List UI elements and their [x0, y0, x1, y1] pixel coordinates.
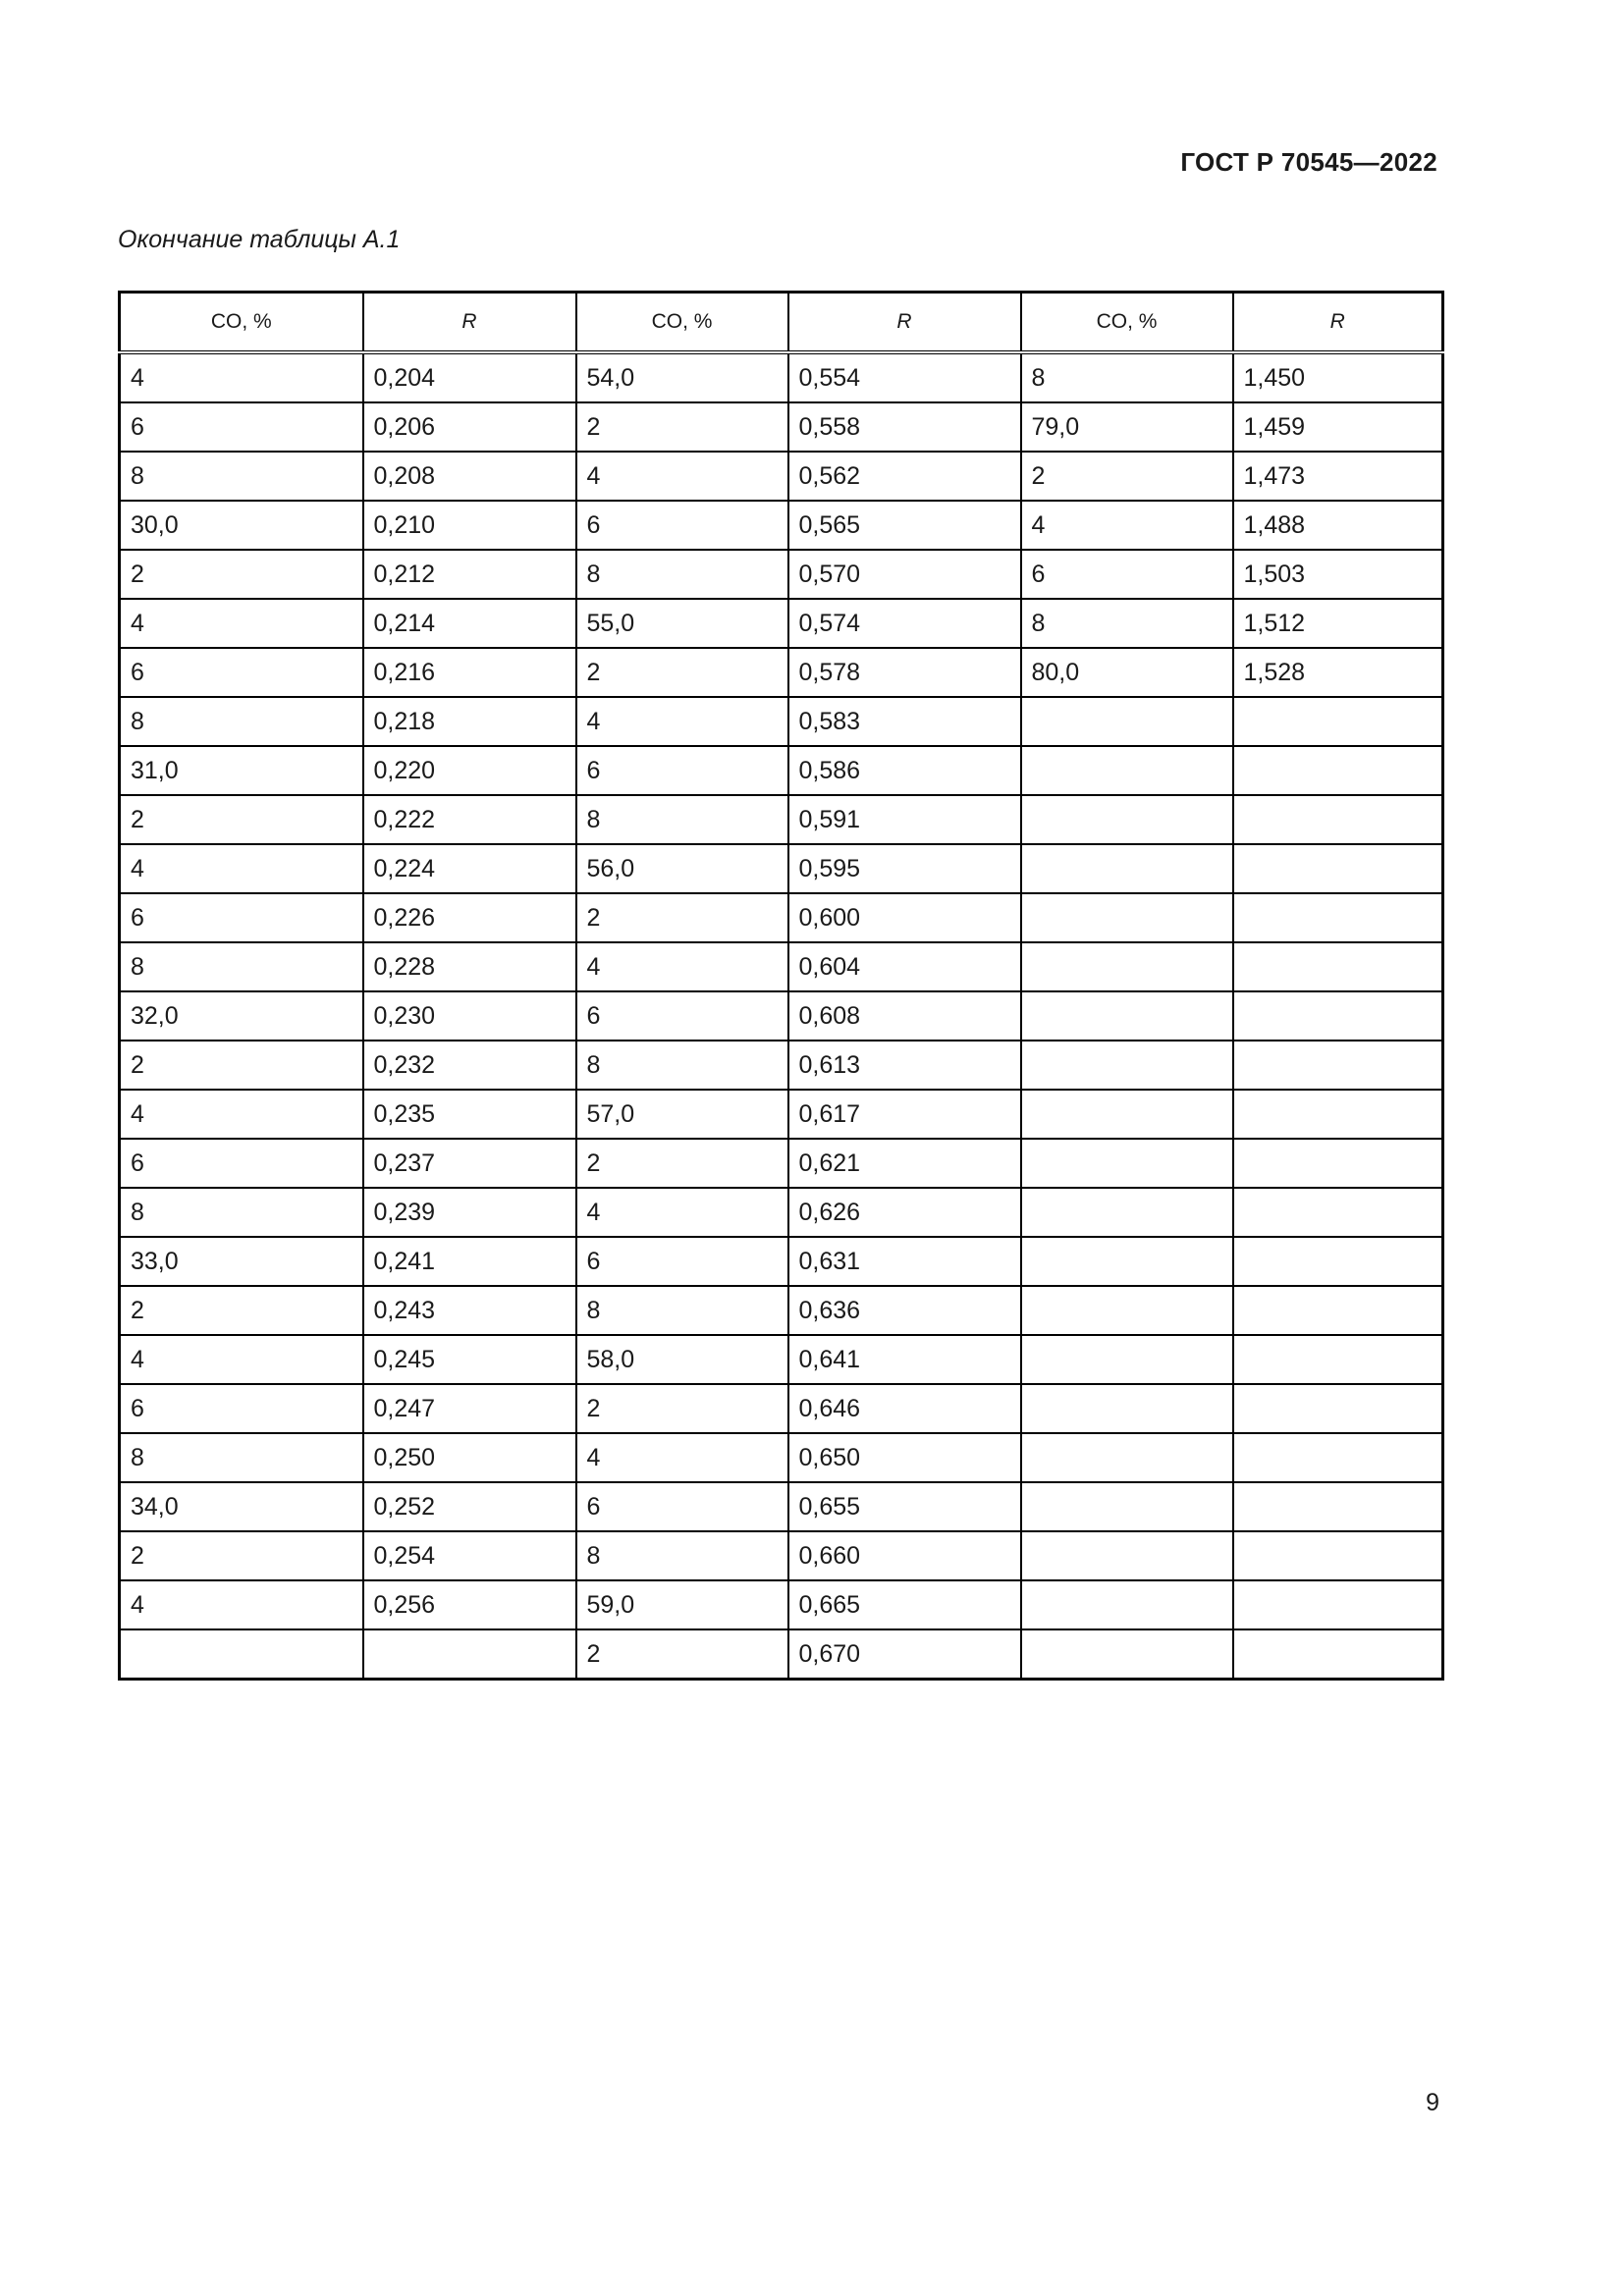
table-row [120, 648, 1443, 697]
cell-r-value: 0,206 [363, 402, 576, 452]
cell-co-percent: 6 [576, 746, 788, 795]
table-row [120, 1335, 1443, 1384]
cell-co-percent: 54,0 [576, 352, 788, 402]
table-row [120, 599, 1443, 648]
cell-r-value: 0,210 [363, 501, 576, 550]
cell-r-value: 0,621 [788, 1139, 1021, 1188]
table-row [120, 893, 1443, 942]
cell-r-value [1233, 746, 1443, 795]
cell-r-value: 0,617 [788, 1090, 1021, 1139]
cell-r-value: 0,243 [363, 1286, 576, 1335]
cell-co-percent [120, 1629, 363, 1680]
cell-r-value [1233, 1629, 1443, 1680]
cell-r-value: 1,488 [1233, 501, 1443, 550]
cell-co-percent [1021, 1041, 1233, 1090]
cell-co-percent: 8 [576, 1041, 788, 1090]
cell-r-value: 0,214 [363, 599, 576, 648]
table-row [120, 1531, 1443, 1580]
cell-co-percent: 4 [576, 697, 788, 746]
cell-r-value: 0,626 [788, 1188, 1021, 1237]
cell-co-percent [1021, 1629, 1233, 1680]
cell-r-value: 0,235 [363, 1090, 576, 1139]
cell-r-value: 0,604 [788, 942, 1021, 991]
cell-co-percent: 8 [120, 697, 363, 746]
cell-r-value [1233, 795, 1443, 844]
cell-r-value: 0,208 [363, 452, 576, 501]
table-row [120, 402, 1443, 452]
cell-co-percent [1021, 1433, 1233, 1482]
cell-r-value [1233, 1433, 1443, 1482]
cell-co-percent: 2 [120, 795, 363, 844]
cell-co-percent: 6 [576, 1237, 788, 1286]
cell-co-percent: 59,0 [576, 1580, 788, 1629]
document-designation: ГОСТ Р 70545—2022 [1180, 147, 1437, 177]
table-row [120, 1580, 1443, 1629]
cell-co-percent: 31,0 [120, 746, 363, 795]
cell-co-percent [1021, 893, 1233, 942]
cell-r-value [1233, 844, 1443, 893]
header-r: R [1233, 293, 1443, 353]
cell-co-percent: 6 [120, 402, 363, 452]
header-r: R [363, 293, 576, 353]
cell-r-value [1233, 1139, 1443, 1188]
cell-r-value [1233, 942, 1443, 991]
table-row [120, 1286, 1443, 1335]
cell-co-percent: 4 [120, 1090, 363, 1139]
cell-co-percent: 2 [576, 1629, 788, 1680]
cell-r-value: 0,241 [363, 1237, 576, 1286]
cell-r-value: 0,256 [363, 1580, 576, 1629]
cell-r-value: 0,570 [788, 550, 1021, 599]
cell-co-percent: 6 [120, 1139, 363, 1188]
cell-co-percent: 57,0 [576, 1090, 788, 1139]
cell-r-value [1233, 1041, 1443, 1090]
cell-r-value: 0,222 [363, 795, 576, 844]
table-row [120, 452, 1443, 501]
cell-r-value [1233, 1188, 1443, 1237]
cell-co-percent: 2 [576, 1139, 788, 1188]
cell-r-value: 0,230 [363, 991, 576, 1041]
cell-co-percent: 8 [1021, 352, 1233, 402]
cell-r-value: 0,631 [788, 1237, 1021, 1286]
cell-r-value [1233, 1384, 1443, 1433]
cell-r-value: 0,655 [788, 1482, 1021, 1531]
table-row [120, 991, 1443, 1041]
cell-co-percent: 4 [120, 1580, 363, 1629]
cell-r-value: 0,558 [788, 402, 1021, 452]
cell-r-value: 0,237 [363, 1139, 576, 1188]
cell-r-value: 1,450 [1233, 352, 1443, 402]
cell-co-percent: 4 [1021, 501, 1233, 550]
cell-co-percent: 4 [576, 942, 788, 991]
cell-co-percent: 55,0 [576, 599, 788, 648]
cell-co-percent: 58,0 [576, 1335, 788, 1384]
cell-r-value: 0,565 [788, 501, 1021, 550]
cell-co-percent [1021, 1286, 1233, 1335]
table-row [120, 1482, 1443, 1531]
cell-r-value: 0,245 [363, 1335, 576, 1384]
cell-r-value [1233, 1531, 1443, 1580]
table-row [120, 550, 1443, 599]
cell-co-percent: 2 [576, 1384, 788, 1433]
cell-co-percent: 2 [576, 893, 788, 942]
cell-co-percent [1021, 991, 1233, 1041]
cell-r-value: 0,595 [788, 844, 1021, 893]
cell-r-value: 0,226 [363, 893, 576, 942]
table-row [120, 795, 1443, 844]
cell-co-percent: 8 [120, 942, 363, 991]
cell-r-value: 0,562 [788, 452, 1021, 501]
cell-r-value [1233, 697, 1443, 746]
cell-co-percent: 8 [576, 795, 788, 844]
cell-r-value: 0,591 [788, 795, 1021, 844]
cell-r-value: 0,600 [788, 893, 1021, 942]
cell-r-value: 0,586 [788, 746, 1021, 795]
cell-r-value: 0,665 [788, 1580, 1021, 1629]
table-row [120, 942, 1443, 991]
cell-co-percent: 2 [1021, 452, 1233, 501]
cell-co-percent: 6 [1021, 550, 1233, 599]
cell-r-value [1233, 1482, 1443, 1531]
table-row [120, 1384, 1443, 1433]
cell-co-percent [1021, 844, 1233, 893]
data-table [118, 291, 1444, 1681]
cell-r-value: 0,216 [363, 648, 576, 697]
cell-co-percent: 6 [576, 501, 788, 550]
cell-co-percent [1021, 1139, 1233, 1188]
cell-co-percent: 32,0 [120, 991, 363, 1041]
cell-co-percent: 4 [576, 452, 788, 501]
cell-co-percent: 2 [120, 1041, 363, 1090]
cell-co-percent: 2 [120, 550, 363, 599]
table-row [120, 501, 1443, 550]
cell-co-percent: 80,0 [1021, 648, 1233, 697]
cell-co-percent: 4 [120, 1335, 363, 1384]
table-row [120, 1188, 1443, 1237]
cell-r-value: 1,512 [1233, 599, 1443, 648]
cell-co-percent: 8 [576, 1531, 788, 1580]
cell-r-value: 1,459 [1233, 402, 1443, 452]
cell-co-percent [1021, 1188, 1233, 1237]
table-body [120, 352, 1443, 1680]
cell-co-percent: 6 [576, 991, 788, 1041]
table-row [120, 1090, 1443, 1139]
cell-r-value: 0,583 [788, 697, 1021, 746]
table-row [120, 1041, 1443, 1090]
cell-r-value: 0,641 [788, 1335, 1021, 1384]
cell-r-value [1233, 1580, 1443, 1629]
cell-co-percent: 8 [120, 1433, 363, 1482]
cell-r-value: 0,220 [363, 746, 576, 795]
cell-co-percent: 2 [120, 1531, 363, 1580]
cell-r-value: 1,473 [1233, 452, 1443, 501]
table-row [120, 697, 1443, 746]
cell-co-percent [1021, 1335, 1233, 1384]
header-co-percent: CO, % [1021, 293, 1233, 353]
cell-r-value [1233, 1237, 1443, 1286]
cell-r-value: 0,232 [363, 1041, 576, 1090]
header-r: R [788, 293, 1021, 353]
cell-co-percent: 8 [120, 452, 363, 501]
cell-r-value: 0,650 [788, 1433, 1021, 1482]
cell-r-value: 1,503 [1233, 550, 1443, 599]
cell-co-percent: 4 [576, 1433, 788, 1482]
cell-co-percent: 2 [576, 402, 788, 452]
table-row [120, 746, 1443, 795]
table-row [120, 352, 1443, 402]
cell-r-value: 0,218 [363, 697, 576, 746]
table-row [120, 1237, 1443, 1286]
cell-co-percent [1021, 1090, 1233, 1139]
cell-co-percent: 4 [120, 844, 363, 893]
cell-co-percent [1021, 1531, 1233, 1580]
header-co-percent: CO, % [576, 293, 788, 353]
cell-r-value [1233, 893, 1443, 942]
cell-r-value: 0,608 [788, 991, 1021, 1041]
cell-r-value: 0,646 [788, 1384, 1021, 1433]
cell-r-value: 0,228 [363, 942, 576, 991]
cell-co-percent [1021, 942, 1233, 991]
cell-co-percent: 6 [120, 1384, 363, 1433]
cell-co-percent: 4 [120, 599, 363, 648]
table-row [120, 1433, 1443, 1482]
cell-r-value: 0,254 [363, 1531, 576, 1580]
cell-r-value: 0,204 [363, 352, 576, 402]
table-caption: Окончание таблицы А.1 [118, 226, 401, 253]
cell-co-percent: 6 [120, 893, 363, 942]
cell-co-percent: 8 [1021, 599, 1233, 648]
cell-co-percent: 2 [576, 648, 788, 697]
cell-r-value [1233, 1335, 1443, 1384]
table-row [120, 844, 1443, 893]
cell-co-percent: 8 [576, 1286, 788, 1335]
header-co-percent: CO, % [120, 293, 363, 353]
cell-r-value: 0,636 [788, 1286, 1021, 1335]
cell-r-value: 0,670 [788, 1629, 1021, 1680]
cell-co-percent: 4 [120, 352, 363, 402]
header-row [120, 293, 1443, 353]
cell-r-value: 0,554 [788, 352, 1021, 402]
cell-co-percent: 33,0 [120, 1237, 363, 1286]
cell-co-percent [1021, 1580, 1233, 1629]
cell-co-percent: 79,0 [1021, 402, 1233, 452]
table-header [120, 293, 1443, 353]
cell-co-percent: 6 [120, 648, 363, 697]
cell-r-value: 0,252 [363, 1482, 576, 1531]
cell-r-value: 1,528 [1233, 648, 1443, 697]
cell-r-value [1233, 1090, 1443, 1139]
cell-r-value [1233, 1286, 1443, 1335]
cell-co-percent: 56,0 [576, 844, 788, 893]
cell-r-value: 0,224 [363, 844, 576, 893]
cell-co-percent: 2 [120, 1286, 363, 1335]
cell-co-percent: 30,0 [120, 501, 363, 550]
table-row [120, 1139, 1443, 1188]
cell-r-value: 0,578 [788, 648, 1021, 697]
cell-co-percent: 4 [576, 1188, 788, 1237]
cell-co-percent: 8 [120, 1188, 363, 1237]
cell-co-percent: 8 [576, 550, 788, 599]
cell-co-percent [1021, 1237, 1233, 1286]
cell-r-value: 0,250 [363, 1433, 576, 1482]
cell-r-value: 0,574 [788, 599, 1021, 648]
cell-co-percent [1021, 795, 1233, 844]
cell-r-value: 0,660 [788, 1531, 1021, 1580]
cell-r-value [1233, 991, 1443, 1041]
cell-co-percent: 34,0 [120, 1482, 363, 1531]
table-row [120, 1629, 1443, 1680]
cell-r-value: 0,212 [363, 550, 576, 599]
cell-r-value: 0,613 [788, 1041, 1021, 1090]
cell-co-percent [1021, 1384, 1233, 1433]
cell-co-percent [1021, 746, 1233, 795]
cell-r-value: 0,247 [363, 1384, 576, 1433]
cell-co-percent [1021, 1482, 1233, 1531]
cell-co-percent: 6 [576, 1482, 788, 1531]
cell-r-value: 0,239 [363, 1188, 576, 1237]
cell-r-value [363, 1629, 576, 1680]
cell-co-percent [1021, 697, 1233, 746]
page-number: 9 [1426, 2089, 1439, 2116]
